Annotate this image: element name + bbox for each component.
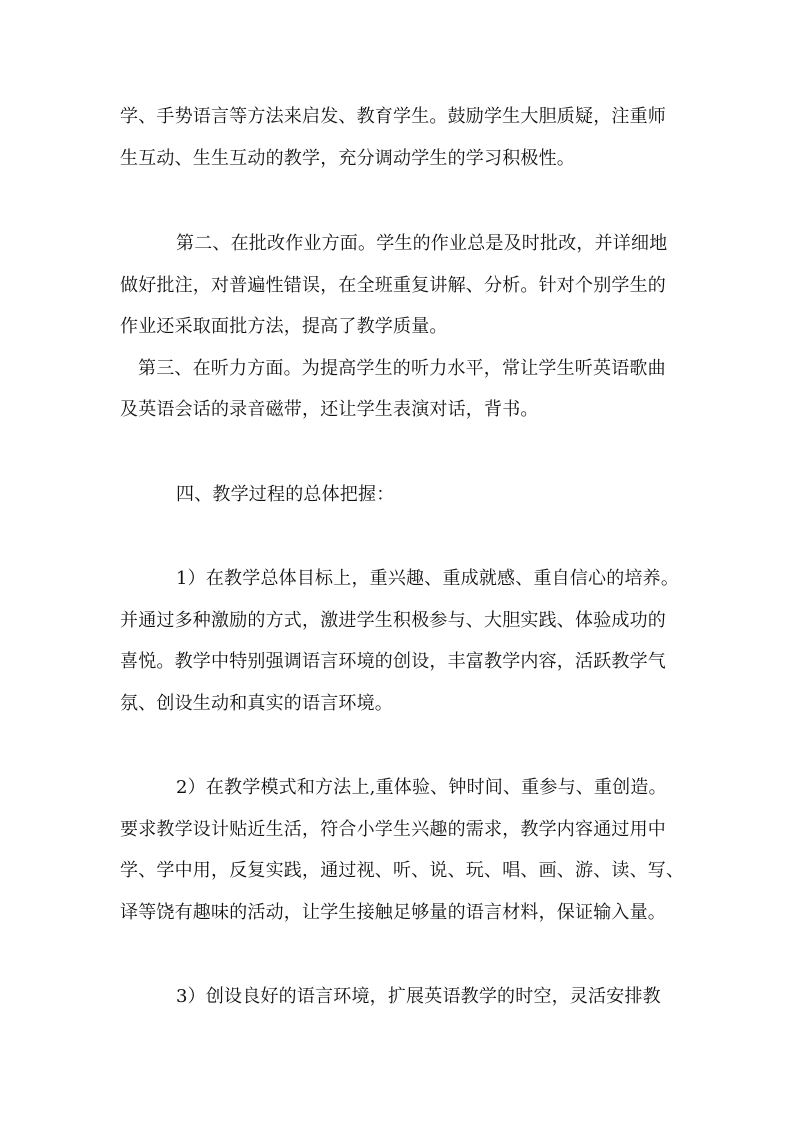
text-line: 生互动、生生互动的教学，充分调动学生的学习积极性。 — [120, 148, 575, 169]
text-line: 及英语会话的录音磁带，还让学生表演对话，背书。 — [120, 399, 539, 420]
text-line: 氛、创设生动和真实的语言环境。 — [120, 693, 393, 714]
text-line: 第三、在听力方面。为提高学生的听力水平，常让学生听英语歌曲 — [138, 358, 666, 379]
text-line: 3）创设良好的语言环境，扩展英语教学的时空，灵活安排教 — [176, 986, 661, 1007]
text-line: 要求教学设计贴近生活，符合小学生兴趣的需求，教学内容通过用中 — [120, 819, 666, 840]
text-line: 喜悦。教学中特别强调语言环境的创设，丰富教学内容，活跃教学气 — [120, 651, 666, 672]
text-line: 学、手势语言等方法来启发、教育学生。鼓励学生大胆质疑，注重师 — [120, 106, 666, 127]
text-line: 作业还采取面批方法，提高了教学质量。 — [120, 316, 448, 337]
text-line: 2）在教学模式和方法上,重体验、钟时间、重参与、重创造。 — [176, 777, 667, 798]
section-heading: 四、教学过程的总体把握： — [176, 484, 395, 505]
text-line: 1）在教学总体目标上，重兴趣、重成就感、重自信心的培养。 — [176, 568, 680, 589]
text-line: 第二、在批改作业方面。学生的作业总是及时批改，并详细地 — [176, 233, 668, 254]
text-line: 译等饶有趣味的活动，让学生接触足够量的语言材料，保证输入量。 — [120, 902, 666, 923]
text-line: 做好批注，对普遍性错误，在全班重复讲解、分析。针对个别学生的 — [120, 275, 666, 296]
text-line: 并通过多种激励的方式，激进学生积极参与、大胆实践、体验成功的 — [120, 610, 666, 631]
text-line: 学、学中用，反复实践，通过视、听、说、玩、唱、画、游、读、写、 — [120, 860, 685, 881]
